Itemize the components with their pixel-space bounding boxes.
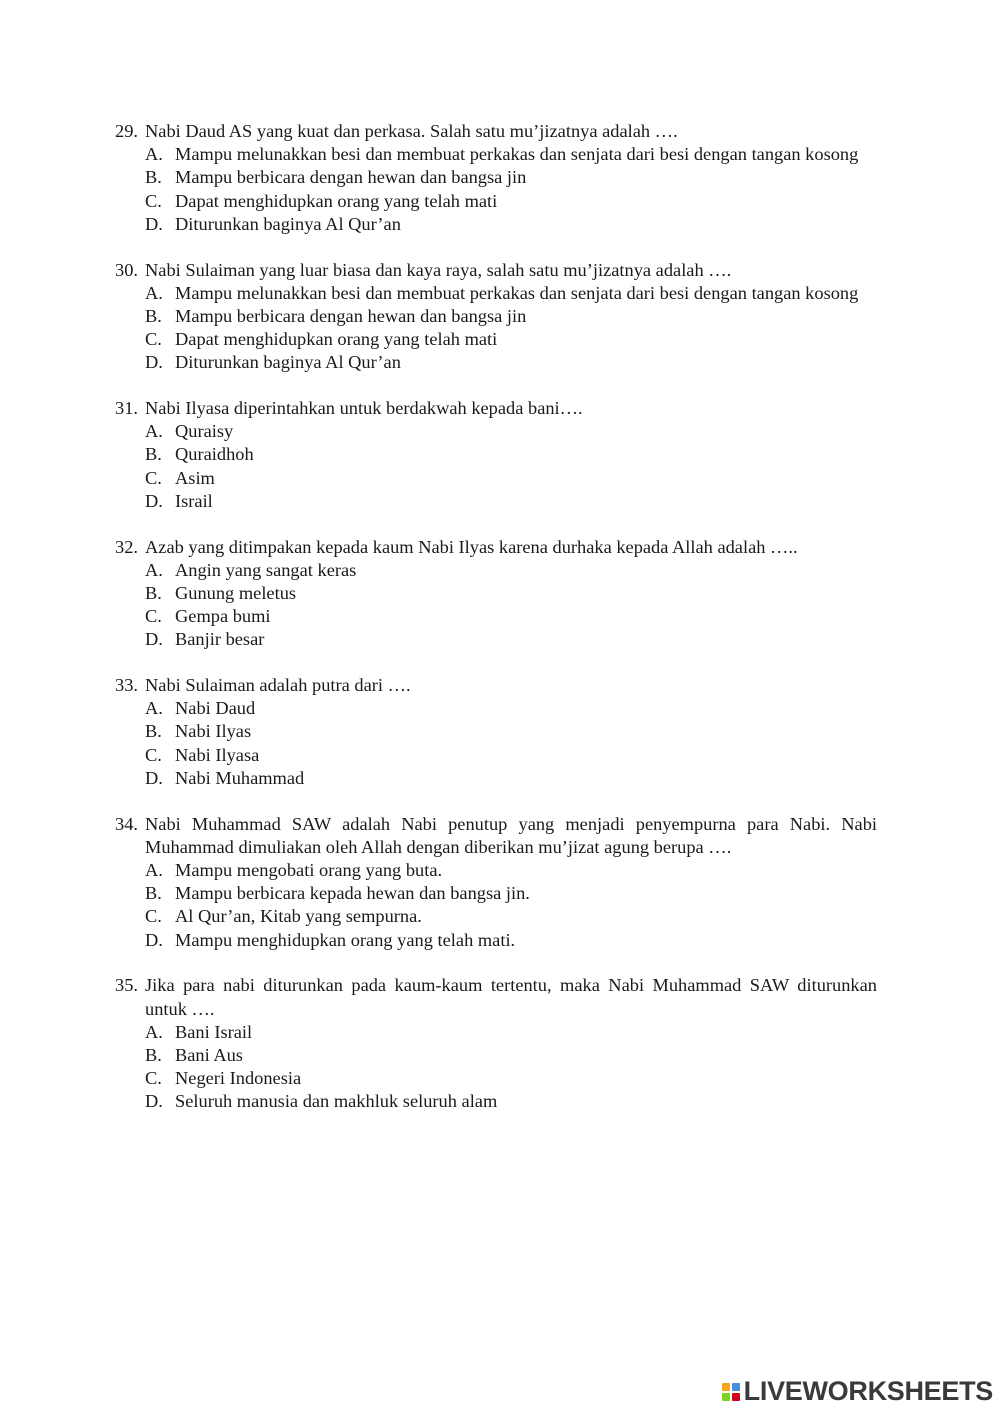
option-letter: B. [145, 305, 162, 326]
question-text: Nabi Sulaiman yang luar biasa dan kaya raya, salah satu mu’jizatnya adalah …. [145, 259, 732, 280]
worksheet-page [115, 120, 877, 1136]
option-text: Mampu mengobati orang yang buta. [175, 859, 443, 880]
question-number: 34. [115, 813, 138, 834]
option-letter: C. [145, 467, 162, 488]
question-text: Nabi Muhammad SAW adalah Nabi penutup yang menjadi penyempurna para Nabi. Nabi Muhammad dimuliakan oleh Allah dengan diberikan mu’jizat agung berupa …. [145, 813, 877, 857]
question-text: Nabi Ilyasa diperintahkan untuk berdakwah kepada bani…. [145, 398, 583, 419]
answer-option[interactable] [115, 697, 877, 720]
option-text: Nabi Ilyas [175, 721, 252, 742]
option-letter: B. [145, 582, 162, 603]
answer-option[interactable] [115, 305, 877, 328]
option-text: Quraidhoh [175, 444, 254, 465]
option-text: Nabi Muhammad [175, 767, 305, 788]
option-letter: D. [145, 629, 163, 650]
question-stem [115, 674, 877, 697]
option-text: Bani Israil [175, 1021, 253, 1042]
option-letter: D. [145, 929, 163, 950]
question-stem [115, 813, 877, 859]
answer-options [115, 559, 877, 652]
question-number: 29. [115, 121, 138, 141]
option-letter: B. [145, 721, 162, 742]
question-text: Jika para nabi diturunkan pada kaum-kaum tertentu, maka Nabi Muhammad SAW diturunkan untuk …. [145, 975, 877, 1019]
question-text: Nabi Daud AS yang kuat dan perkasa. Salah satu mu’jizatnya adalah …. [145, 121, 678, 141]
answer-option[interactable] [115, 328, 877, 351]
logo-square-3 [722, 1393, 730, 1401]
option-text: Negeri Indonesia [175, 1068, 302, 1089]
question-item [115, 259, 877, 375]
liveworksheets-logo-icon [722, 1383, 740, 1401]
answer-options [115, 1021, 877, 1114]
option-letter: B. [145, 1044, 162, 1065]
option-text: Nabi Daud [175, 698, 256, 719]
answer-option[interactable] [115, 143, 877, 166]
answer-option[interactable] [115, 882, 877, 905]
answer-option[interactable] [115, 467, 877, 490]
option-letter: C. [145, 329, 162, 350]
answer-option[interactable] [115, 905, 877, 928]
question-item [115, 813, 877, 952]
option-letter: C. [145, 190, 162, 211]
option-letter: A. [145, 698, 163, 719]
answer-option[interactable] [115, 1067, 877, 1090]
question-number: 31. [115, 398, 138, 419]
option-text: Dapat menghidupkan orang yang telah mati [175, 190, 498, 211]
option-letter: A. [145, 282, 163, 303]
question-item [115, 120, 877, 236]
option-letter: B. [145, 167, 162, 188]
option-letter: D. [145, 767, 163, 788]
option-text: Nabi Ilyasa [175, 744, 260, 765]
answer-option[interactable] [115, 420, 877, 443]
option-text: Bani Aus [175, 1044, 243, 1065]
answer-option[interactable] [115, 559, 877, 582]
answer-option[interactable] [115, 1090, 877, 1113]
option-letter: D. [145, 490, 163, 511]
option-text: Banjir besar [175, 629, 265, 650]
answer-options [115, 282, 877, 375]
option-text: Diturunkan baginya Al Qur’an [175, 352, 401, 373]
question-item [115, 536, 877, 652]
option-letter: C. [145, 744, 162, 765]
answer-option[interactable] [115, 1044, 877, 1067]
question-stem [115, 974, 877, 1020]
answer-options [115, 143, 877, 236]
question-number: 32. [115, 536, 138, 557]
option-letter: A. [145, 144, 163, 165]
answer-option[interactable] [115, 720, 877, 743]
option-text: Dapat menghidupkan orang yang telah mati [175, 329, 498, 350]
option-letter: B. [145, 444, 162, 465]
answer-option[interactable] [115, 929, 877, 952]
question-text: Nabi Sulaiman adalah putra dari …. [145, 675, 411, 696]
option-letter: A. [145, 859, 163, 880]
option-letter: C. [145, 1068, 162, 1089]
answer-options [115, 697, 877, 790]
question-item [115, 974, 877, 1113]
option-letter: D. [145, 352, 163, 373]
option-text: Mampu berbicara dengan hewan dan bangsa jin [175, 167, 527, 188]
option-text: Asim [175, 467, 215, 488]
answer-option[interactable] [115, 859, 877, 882]
question-number: 30. [115, 259, 138, 280]
answer-option[interactable] [115, 351, 877, 374]
answer-options [115, 420, 877, 513]
answer-option[interactable] [115, 628, 877, 651]
question-stem [115, 259, 877, 282]
answer-option[interactable] [115, 282, 877, 305]
option-letter: C. [145, 606, 162, 627]
logo-square-4 [732, 1393, 740, 1401]
question-item [115, 674, 877, 790]
answer-option[interactable] [115, 166, 877, 189]
option-text: Al Qur’an, Kitab yang sempurna. [175, 906, 422, 927]
option-text: Mampu menghidupkan orang yang telah mati. [175, 929, 516, 950]
answer-option[interactable] [115, 190, 877, 213]
answer-option[interactable] [115, 490, 877, 513]
answer-option[interactable] [115, 605, 877, 628]
option-text: Israil [175, 490, 213, 511]
option-text: Mampu melunakkan besi dan membuat perkakas dan senjata dari besi dengan tangan kosong [175, 144, 859, 165]
option-letter: D. [145, 1091, 163, 1112]
option-letter: D. [145, 213, 163, 234]
question-stem [115, 397, 877, 420]
option-letter: B. [145, 883, 162, 904]
question-number: 35. [115, 975, 138, 996]
liveworksheets-watermark [722, 1376, 993, 1407]
question-list [115, 120, 877, 1114]
option-text: Gunung meletus [175, 582, 297, 603]
option-letter: A. [145, 421, 163, 442]
watermark-text: LIVEWORKSHEETS [743, 1376, 993, 1406]
answer-option[interactable] [115, 213, 877, 236]
option-letter: A. [145, 1021, 163, 1042]
question-stem [115, 120, 877, 143]
option-text: Angin yang sangat keras [175, 559, 357, 580]
option-text: Quraisy [175, 421, 234, 442]
question-number: 33. [115, 675, 138, 696]
logo-square-1 [722, 1383, 730, 1391]
question-text: Azab yang ditimpakan kepada kaum Nabi Ilyas karena durhaka kepada Allah adalah ….. [145, 536, 798, 557]
answer-option[interactable] [115, 582, 877, 605]
question-item [115, 397, 877, 513]
option-text: Gempa bumi [175, 606, 271, 627]
answer-option[interactable] [115, 767, 877, 790]
answer-option[interactable] [115, 443, 877, 466]
logo-square-2 [732, 1383, 740, 1391]
option-text: Diturunkan baginya Al Qur’an [175, 213, 401, 234]
option-text: Mampu melunakkan besi dan membuat perkakas dan senjata dari besi dengan tangan kosong [175, 282, 859, 303]
question-stem [115, 536, 877, 559]
answer-options [115, 859, 877, 952]
answer-option[interactable] [115, 744, 877, 767]
answer-option[interactable] [115, 1021, 877, 1044]
option-text: Seluruh manusia dan makhluk seluruh alam [175, 1091, 498, 1112]
option-letter: A. [145, 559, 163, 580]
option-letter: C. [145, 906, 162, 927]
option-text: Mampu berbicara dengan hewan dan bangsa jin [175, 305, 527, 326]
option-text: Mampu berbicara kepada hewan dan bangsa jin. [175, 883, 530, 904]
